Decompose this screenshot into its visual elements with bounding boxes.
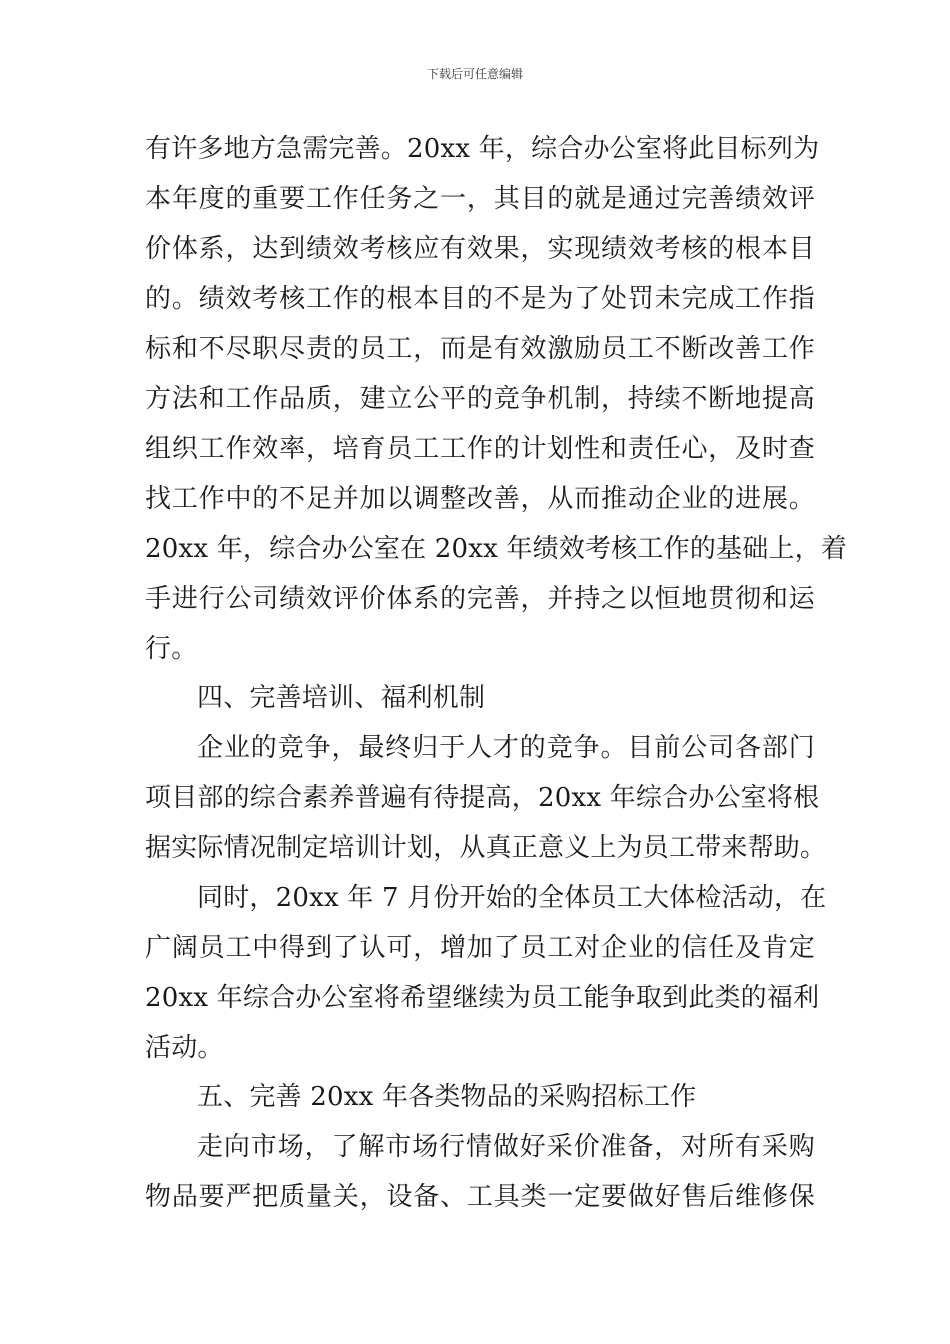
text-line: 有许多地方急需完善。20xx 年，综合办公室将此目标列为: [145, 134, 820, 164]
paragraph-first-line: 企业的竞争，最终归于人才的竞争。目前公司各部门: [197, 733, 815, 763]
text-line: 价体系，达到绩效考核应有效果，实现绩效考核的根本目: [145, 234, 815, 264]
text-line: 据实际情况制定培训计划，从真正意义上为员工带来帮助。: [145, 833, 827, 863]
paragraph-first-line: 走向市场，了解市场行情做好采价准备，对所有采购: [197, 1132, 815, 1162]
section-heading: 五、完善 20xx 年各类物品的采购招标工作: [197, 1082, 697, 1112]
text-line: 方法和工作品质，建立公平的竞争机制，持续不断地提高: [145, 384, 815, 414]
section-heading: 四、完善培训、福利机制: [197, 683, 486, 713]
text-line: 行。: [145, 634, 198, 664]
text-line: 组织工作效率，培育员工工作的计划性和责任心，及时查: [145, 434, 815, 464]
text-line: 物品要严把质量关，设备、工具类一定要做好售后维修保: [145, 1182, 815, 1212]
text-line: 标和不尽职尽责的员工，而是有效激励员工不断改善工作: [145, 334, 815, 364]
text-line: 广阔员工中得到了认可，增加了员工对企业的信任及肯定: [145, 933, 815, 963]
page-header: 下载后可任意编辑: [426, 67, 523, 81]
text-line: 本年度的重要工作任务之一，其目的就是通过完善绩效评: [145, 184, 815, 214]
text-line: 找工作中的不足并加以调整改善，从而推动企业的进展。: [145, 484, 815, 514]
text-line: 20xx 年综合办公室将希望继续为员工能争取到此类的福利: [145, 983, 820, 1013]
text-line: 手进行公司绩效评价体系的完善，并持之以恒地贯彻和运: [145, 584, 815, 614]
text-line: 20xx 年，综合办公室在 20xx 年绩效考核工作的基础上，着: [145, 534, 848, 564]
text-line: 的。绩效考核工作的根本目的不是为了处罚未完成工作指: [145, 284, 815, 314]
paragraph-first-line: 同时，20xx 年 7 月份开始的全体员工大体检活动，在: [197, 883, 827, 913]
text-line: 项目部的综合素养普遍有待提高，20xx 年综合办公室将根: [145, 783, 820, 813]
text-line: 活动。: [145, 1033, 224, 1063]
